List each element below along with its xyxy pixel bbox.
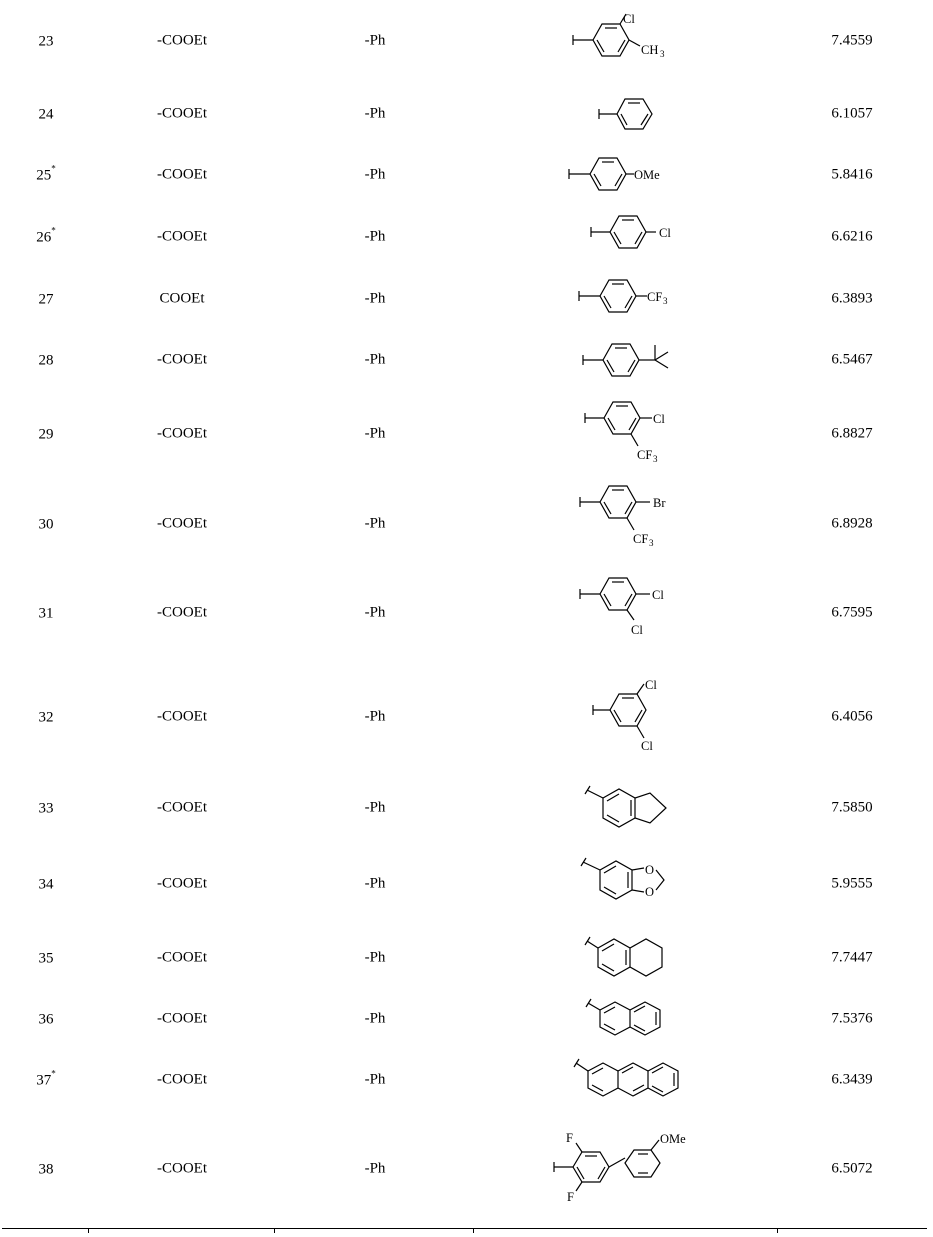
column-divider-tick (777, 1228, 778, 1233)
svg-text:OMe: OMe (660, 1132, 686, 1146)
row-29-id: 29 (38, 426, 54, 443)
row-37-r1: -COOEt (157, 1071, 207, 1088)
row-28-structure (530, 333, 710, 388)
row-32-r2: -Ph (364, 708, 386, 725)
column-divider-tick (473, 1228, 474, 1233)
row-34-r2: -Ph (364, 875, 386, 892)
svg-text:3: 3 (663, 296, 668, 306)
svg-text:Cl: Cl (659, 226, 671, 240)
row-31-r2: -Ph (364, 604, 386, 621)
row-32-value: 6.4056 (831, 708, 873, 725)
svg-text:O: O (645, 863, 655, 877)
row-26-structure (530, 208, 710, 258)
row-27-id: 27 (38, 291, 54, 308)
row-30-value: 6.8928 (831, 515, 873, 532)
svg-text:Cl: Cl (623, 12, 635, 26)
row-38-value: 6.5072 (831, 1160, 873, 1177)
row-26-value: 6.6216 (831, 228, 873, 245)
row-27-value: 6.3893 (831, 290, 873, 307)
row-29-structure (530, 394, 710, 469)
row-35-id: 35 (38, 950, 54, 967)
row-35-r1: -COOEt (157, 949, 207, 966)
row-32-structure (530, 672, 710, 757)
svg-text:F: F (567, 1190, 574, 1204)
row-31-id: 31 (38, 605, 54, 622)
row-26-r2: -Ph (364, 228, 386, 245)
row-38-structure (530, 1125, 710, 1210)
row-33-value: 7.5850 (831, 799, 873, 816)
row-31-r1: -COOEt (157, 604, 207, 621)
row-29-value: 6.8827 (831, 425, 873, 442)
row-27-structure (530, 272, 710, 322)
row-28-r1: -COOEt (157, 351, 207, 368)
row-30-r2: -Ph (364, 515, 386, 532)
svg-text:3: 3 (653, 454, 658, 464)
row-32-r1: -COOEt (157, 708, 207, 725)
svg-text:F: F (566, 1131, 573, 1145)
svg-text:CH: CH (641, 43, 659, 57)
row-36-structure (530, 993, 710, 1048)
row-29-r1: -COOEt (157, 425, 207, 442)
svg-text:Cl: Cl (641, 739, 653, 753)
row-24-value: 6.1057 (831, 105, 873, 122)
row-24-structure (530, 90, 710, 140)
row-36-r1: -COOEt (157, 1010, 207, 1027)
row-25-id: 25* (36, 163, 56, 184)
row-37-r2: -Ph (364, 1071, 386, 1088)
svg-text:CF: CF (637, 448, 653, 462)
row-37-id: 37* (36, 1068, 56, 1089)
row-27-r1: COOEt (159, 290, 205, 307)
row-36-r2: -Ph (364, 1010, 386, 1027)
row-35-r2: -Ph (364, 949, 386, 966)
row-34-value: 5.9555 (831, 875, 873, 892)
svg-text:3: 3 (660, 49, 665, 59)
row-23-structure (530, 0, 710, 80)
row-30-r1: -COOEt (157, 515, 207, 532)
row-23-r2: -Ph (364, 32, 386, 49)
row-38-r1: -COOEt (157, 1160, 207, 1177)
row-28-value: 6.5467 (831, 351, 873, 368)
row-23-r1: -COOEt (157, 32, 207, 49)
row-26-r1: -COOEt (157, 228, 207, 245)
row-25-r1: -COOEt (157, 166, 207, 183)
row-25-value: 5.8416 (831, 166, 873, 183)
row-32-id: 32 (38, 709, 54, 726)
row-25-structure (530, 150, 710, 200)
row-28-r2: -Ph (364, 351, 386, 368)
row-24-r2: -Ph (364, 105, 386, 122)
svg-text:Cl: Cl (645, 678, 657, 692)
row-27-r2: -Ph (364, 290, 386, 307)
column-divider-tick (274, 1228, 275, 1233)
row-31-structure (530, 570, 710, 645)
svg-text:Cl: Cl (653, 412, 665, 426)
row-28-id: 28 (38, 352, 54, 369)
column-divider-tick (88, 1228, 89, 1233)
row-38-r2: -Ph (364, 1160, 386, 1177)
svg-text:OMe: OMe (634, 168, 660, 182)
svg-text:Br: Br (653, 496, 666, 510)
row-34-r1: -COOEt (157, 875, 207, 892)
svg-text:Cl: Cl (652, 588, 664, 602)
row-31-value: 6.7595 (831, 604, 873, 621)
row-36-id: 36 (38, 1011, 54, 1028)
row-38-id: 38 (38, 1161, 54, 1178)
row-36-value: 7.5376 (831, 1010, 873, 1027)
row-35-value: 7.7447 (831, 949, 873, 966)
row-23-value: 7.4559 (831, 32, 873, 49)
row-33-r2: -Ph (364, 799, 386, 816)
row-29-r2: -Ph (364, 425, 386, 442)
row-34-id: 34 (38, 876, 54, 893)
svg-text:Cl: Cl (631, 623, 643, 637)
row-24-id: 24 (38, 106, 54, 123)
row-37-value: 6.3439 (831, 1071, 873, 1088)
row-25-r2: -Ph (364, 166, 386, 183)
table-bottom-rule (2, 1228, 927, 1229)
row-37-structure (530, 1053, 710, 1108)
row-23-id: 23 (38, 33, 54, 50)
svg-text:3: 3 (649, 538, 654, 548)
row-35-structure (530, 931, 710, 986)
row-24-r1: -COOEt (157, 105, 207, 122)
row-34-structure (530, 852, 710, 907)
svg-text:O: O (645, 885, 655, 899)
row-26-id: 26* (36, 225, 56, 246)
svg-text:CF: CF (647, 290, 663, 304)
row-30-structure (530, 478, 710, 553)
row-33-id: 33 (38, 800, 54, 817)
row-33-structure (530, 780, 710, 835)
row-30-id: 30 (38, 516, 54, 533)
svg-text:CF: CF (633, 532, 649, 546)
row-33-r1: -COOEt (157, 799, 207, 816)
